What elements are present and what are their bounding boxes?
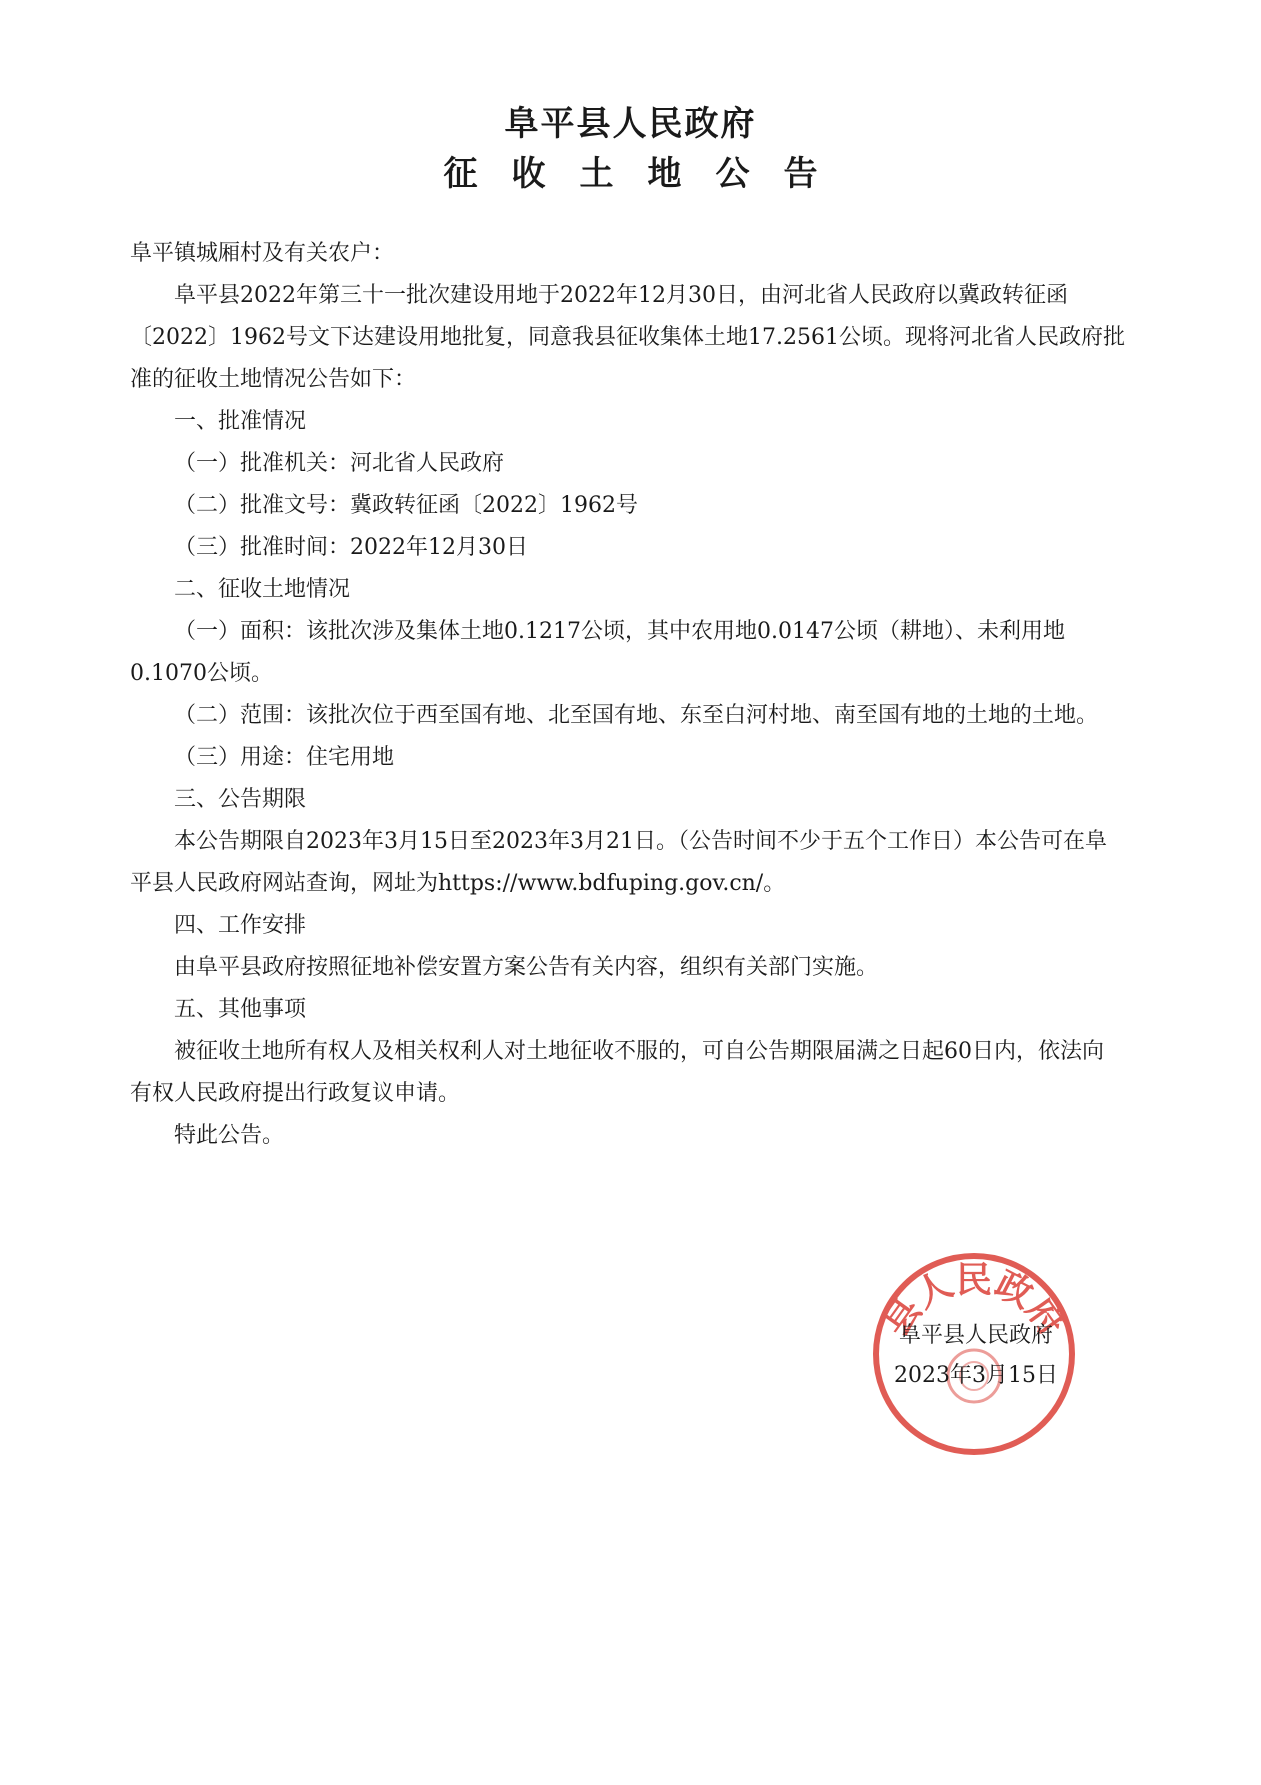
closing-text: 特此公告。 [174,1123,285,1148]
section-4-text: 由阜平县政府按照征地补偿安置方案公告有关内容，组织有关部门实施。 [174,955,879,980]
signature-block [870,1316,1082,1396]
document-body [130,233,1125,1157]
section-1-item-3: （三）批准时间：2022年12月30日 [174,535,528,560]
signature-date: 2023年3月15日 [894,1363,1058,1388]
section-1-item-1: （一）批准机关：河北省人民政府 [174,451,505,476]
section-heading-2: 二、征收土地情况 [174,577,351,602]
document-subtitle: 征收土地公告 [443,154,852,194]
document-title: 阜平县人民政府 [504,104,757,144]
seal-text: 县人民政府 [875,1260,1073,1344]
salutation: 阜平镇城厢村及有关农户： [130,241,395,266]
intro-paragraph: 阜平县2022年第三十一批次建设用地于2022年12月30日，由河北省人民政府以冀政转征函〔2022〕1962号文下达建设用地批复，同意我县征收集体土地17.2561公顷。现将河北省人民政府批准的征收土地情况公告如下： [130,283,1125,392]
section-2-item-1: （一）面积：该批次涉及集体土地0.1217公顷，其中农用地0.0147公顷（耕地）、未利用地0.1070公顷。 [130,619,1065,686]
section-3-text: 本公告期限自2023年3月15日至2023年3月21日。（公告时间不少于五个工作日）本公告可在阜平县人民政府网站查询，网址为https://www.bdfuping.gov.cn/。 [130,829,1107,896]
section-heading-4: 四、工作安排 [174,913,307,938]
section-2-item-2: （二）范围：该批次位于西至国有地、北至国有地、东至白河村地、南至国有地的土地的土地。 [174,703,1099,728]
signature-org: 阜平县人民政府 [898,1323,1053,1348]
section-2-item-3: （三）用途：住宅用地 [174,745,395,770]
section-heading-5: 五、其他事项 [174,997,307,1022]
section-heading-3: 三、公告期限 [174,787,307,812]
section-1-item-2: （二）批准文号：冀政转征函〔2022〕1962号 [174,493,638,518]
section-heading-1: 一、批准情况 [174,409,307,434]
section-5-text: 被征收土地所有权人及相关权利人对土地征收不服的，可自公告期限届满之日起60日内，依法向有权人民政府提出行政复议申请。 [130,1039,1104,1106]
